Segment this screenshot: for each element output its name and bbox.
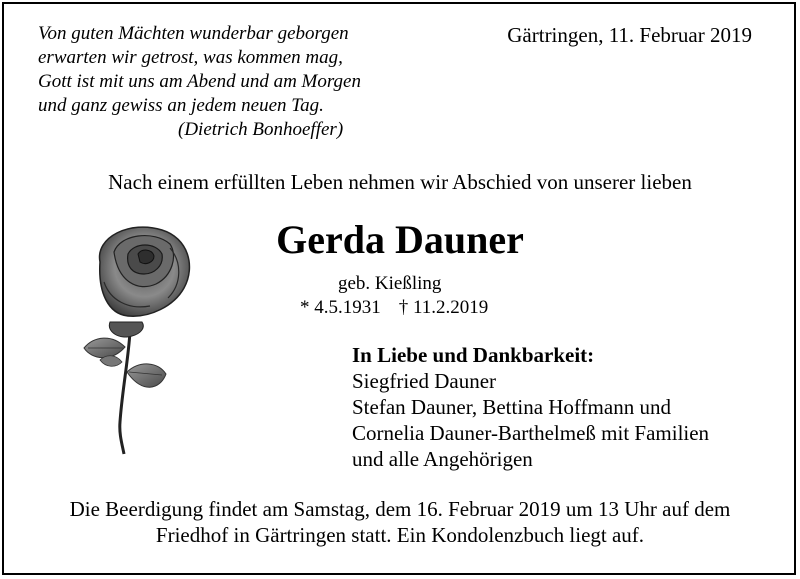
funeral-line: Die Beerdigung findet am Samstag, dem 16. Februar 2019 um 13 Uhr auf dem (69, 497, 731, 521)
deceased-name: Gerda Dauner (276, 217, 524, 262)
poem-author: (Dietrich Bonhoeffer) (178, 119, 344, 140)
poem-line: Von guten Mächten wunderbar geborgen (38, 23, 349, 44)
mourners-heading: In Liebe und Dankbarkeit: (352, 343, 595, 367)
poem-quote (38, 22, 361, 142)
rose-icon (70, 222, 210, 462)
mourner-line: Siegfried Dauner (352, 369, 497, 393)
maiden-name: geb. Kießling (338, 273, 442, 294)
funeral-info (0, 496, 800, 548)
life-dates (300, 296, 488, 320)
mourner-line: und alle Angehörigen (352, 447, 533, 471)
poem-line: und ganz gewiss an jedem neuen Tag. (38, 95, 324, 116)
poem-line: erwarten wir getrost, was kommen mag, (38, 47, 343, 68)
mourners-block (352, 342, 709, 472)
mourner-line: Cornelia Dauner-Barthelmeß mit Familien (352, 421, 710, 445)
funeral-line: Friedhof in Gärtringen statt. Ein Kondolenzbuch liegt auf. (155, 523, 645, 547)
death-date: † 11.2.2019 (398, 297, 489, 318)
poem-line: Gott ist mit uns am Abend und am Morgen (38, 71, 361, 92)
birth-date: * 4.5.1931 (300, 297, 381, 318)
place-and-date: Gärtringen, 11. Februar 2019 (507, 23, 752, 47)
intro-text: Nach einem erfüllten Leben nehmen wir Abschied von unserer lieben (108, 170, 692, 194)
mourner-line: Stefan Dauner, Bettina Hoffmann und (352, 395, 671, 419)
